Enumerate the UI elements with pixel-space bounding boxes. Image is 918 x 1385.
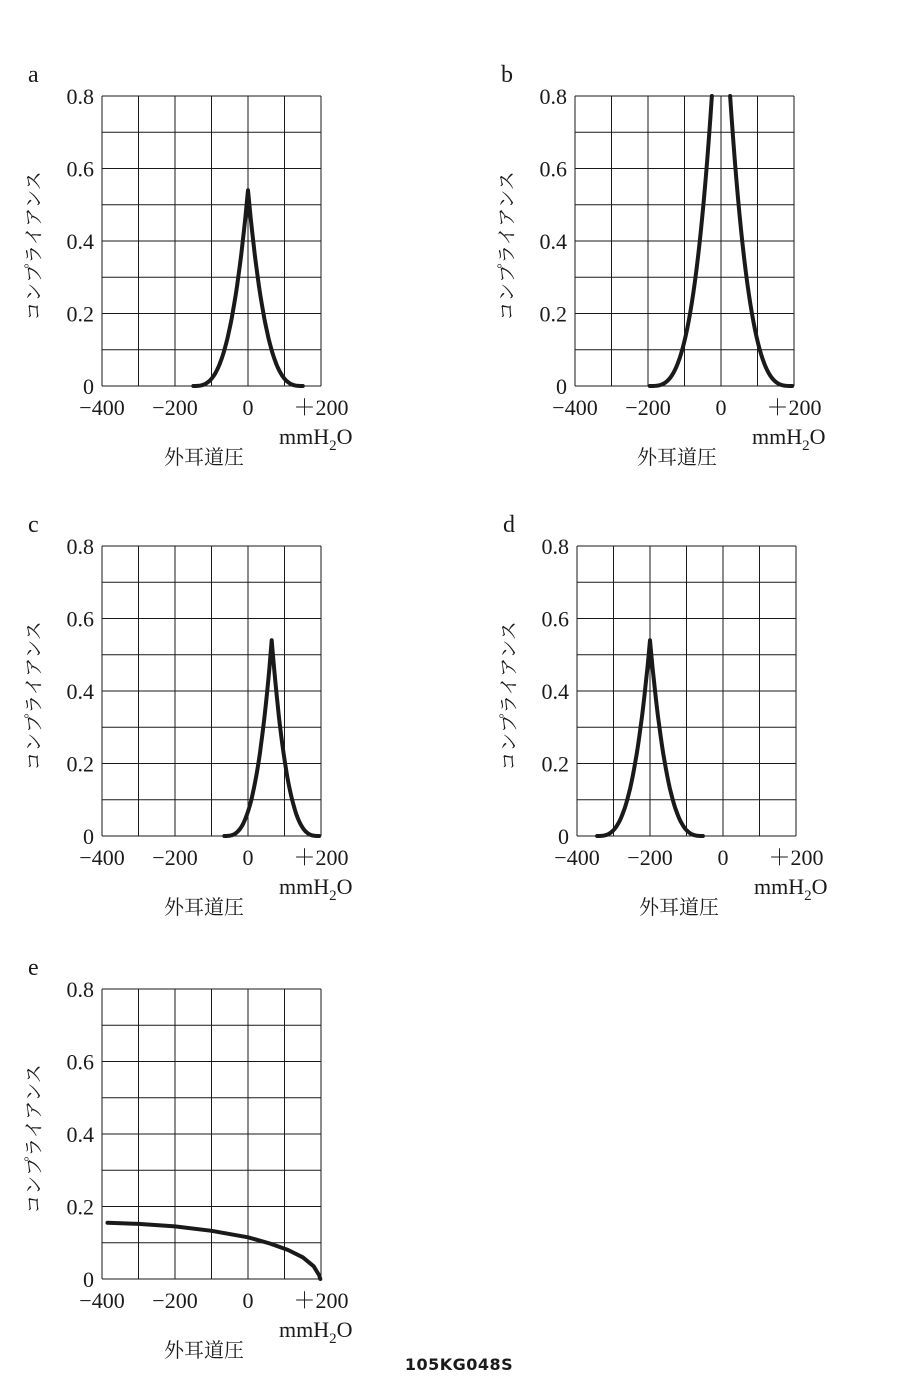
x-tick-label: 0 bbox=[717, 845, 729, 870]
x-axis-title: 外耳道圧 bbox=[164, 445, 244, 469]
panel-letter: a bbox=[28, 62, 39, 88]
x-tick-label: −200 bbox=[152, 845, 198, 870]
x-unit-label: mmH$_2$O bbox=[752, 424, 826, 454]
x-tick-label: ＋200 bbox=[768, 845, 824, 870]
x-tick-label: −400 bbox=[79, 845, 125, 870]
series-line bbox=[224, 640, 319, 836]
x-tick-label: ＋200 bbox=[293, 1288, 349, 1313]
panel-d bbox=[498, 512, 828, 919]
x-unit-label: mmH$_2$O bbox=[279, 874, 353, 904]
x-tick-label: 0 bbox=[715, 395, 727, 420]
x-tick-label: −400 bbox=[79, 395, 125, 420]
panel-a bbox=[23, 62, 353, 469]
y-tick-label: 0.8 bbox=[539, 84, 567, 109]
y-tick-label: 0.2 bbox=[541, 751, 569, 777]
y-tick-label: 0.8 bbox=[66, 534, 94, 559]
y-tick-label: 0.6 bbox=[66, 156, 94, 182]
x-axis-title: 外耳道圧 bbox=[639, 895, 719, 919]
y-tick-label: 0.8 bbox=[66, 84, 94, 109]
x-tick-label: −200 bbox=[152, 1288, 198, 1313]
y-tick-label: 0.2 bbox=[539, 301, 567, 327]
panel-letter: c bbox=[28, 512, 39, 538]
x-axis-title: 外耳道圧 bbox=[637, 445, 717, 469]
x-tick-label: ＋200 bbox=[293, 395, 349, 420]
x-unit-label: mmH$_2$O bbox=[279, 1317, 353, 1347]
x-unit-label: mmH$_2$O bbox=[279, 424, 353, 454]
x-tick-label: 0 bbox=[242, 1288, 254, 1313]
y-axis-title: コンプライアンス bbox=[496, 171, 518, 321]
x-tick-label: 0 bbox=[242, 845, 254, 870]
series-line bbox=[108, 1223, 321, 1279]
y-tick-label: 0.6 bbox=[539, 156, 567, 182]
y-tick-label: 0.4 bbox=[66, 1122, 94, 1147]
x-tick-label: −400 bbox=[552, 395, 598, 420]
y-tick-label: 0.6 bbox=[66, 1049, 94, 1075]
y-tick-label: 0.2 bbox=[66, 751, 94, 777]
y-axis-title: コンプライアンス bbox=[23, 171, 45, 321]
y-tick-label: 0.4 bbox=[66, 679, 94, 704]
x-tick-label: −400 bbox=[554, 845, 600, 870]
x-tick-label: ＋200 bbox=[293, 845, 349, 870]
y-tick-label: 0.2 bbox=[66, 301, 94, 327]
y-tick-label: 0.6 bbox=[66, 606, 94, 632]
y-tick-label: 0 bbox=[83, 374, 94, 399]
x-unit-label: mmH$_2$O bbox=[754, 874, 828, 904]
x-tick-label: −200 bbox=[152, 395, 198, 420]
x-tick-label: −200 bbox=[625, 395, 671, 420]
y-axis-title: コンプライアンス bbox=[23, 621, 45, 771]
x-tick-label: −200 bbox=[627, 845, 673, 870]
panel-letter: b bbox=[501, 62, 513, 88]
y-axis-title: コンプライアンス bbox=[23, 1064, 45, 1214]
panel-letter: d bbox=[503, 512, 515, 538]
x-tick-label: 0 bbox=[242, 395, 254, 420]
x-axis-title: 外耳道圧 bbox=[164, 1338, 244, 1362]
panel-b bbox=[496, 62, 826, 469]
x-axis-title: 外耳道圧 bbox=[164, 895, 244, 919]
y-tick-label: 0.8 bbox=[541, 534, 569, 559]
figure-code: 105KG048S bbox=[404, 1355, 514, 1374]
y-tick-label: 0 bbox=[83, 1267, 94, 1292]
x-tick-label: ＋200 bbox=[766, 395, 822, 420]
y-axis-title: コンプライアンス bbox=[498, 621, 520, 771]
panel-c bbox=[23, 512, 353, 919]
panel-letter: e bbox=[28, 955, 39, 981]
y-tick-label: 0.8 bbox=[66, 977, 94, 1002]
y-tick-label: 0.4 bbox=[66, 229, 94, 254]
panel-e bbox=[23, 955, 353, 1362]
y-tick-label: 0 bbox=[556, 374, 567, 399]
y-tick-label: 0.6 bbox=[541, 606, 569, 632]
y-tick-label: 0 bbox=[558, 824, 569, 849]
x-tick-label: −400 bbox=[79, 1288, 125, 1313]
y-tick-label: 0 bbox=[83, 824, 94, 849]
y-tick-label: 0.2 bbox=[66, 1194, 94, 1220]
y-tick-label: 0.4 bbox=[539, 229, 567, 254]
y-tick-label: 0.4 bbox=[541, 679, 569, 704]
